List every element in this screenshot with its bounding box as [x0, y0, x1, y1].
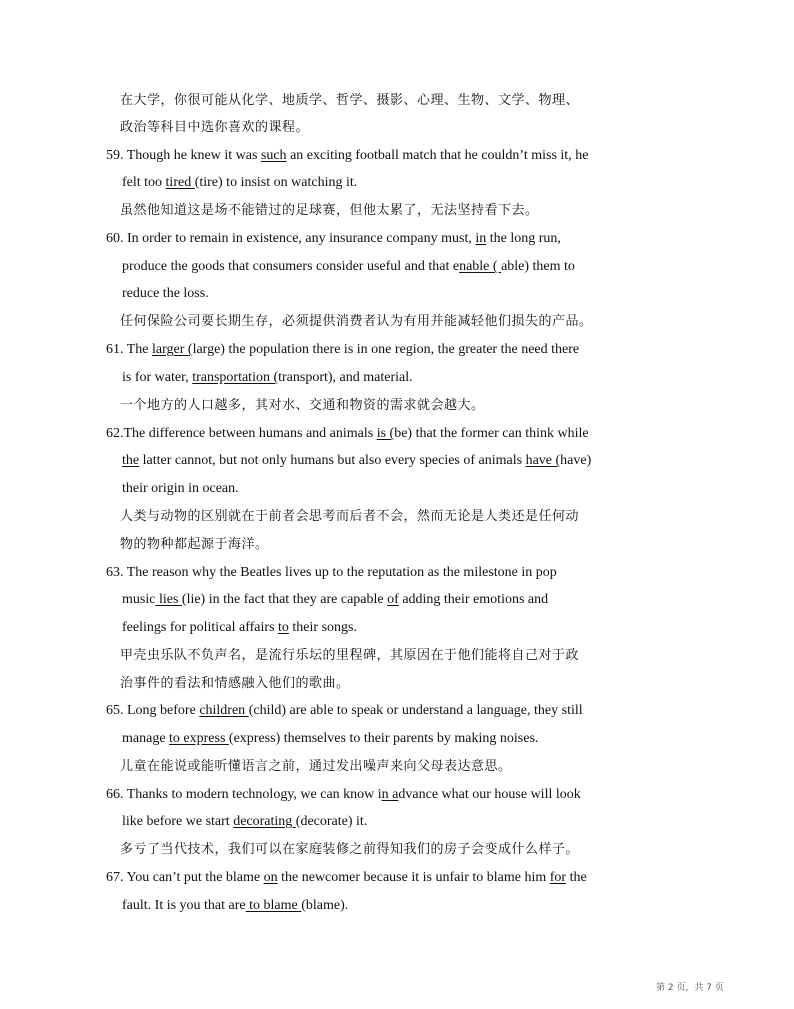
text: 67. You can’t put the blame	[106, 870, 264, 885]
text: produce the goods that consumers consider useful and that e	[122, 259, 460, 274]
q60-line-3: reduce the loss.	[122, 286, 209, 301]
text: (lie) in the fact that they are capable	[181, 592, 388, 607]
text: able) them to	[501, 259, 575, 274]
text: an exciting football match that he couldn’t miss it, he	[286, 148, 589, 163]
text: (express) themselves to their parents by making noises.	[228, 731, 539, 746]
q61-line-1	[0, 340, 794, 360]
q62-line-2	[0, 451, 794, 471]
q62-answer-is: is (	[376, 426, 395, 441]
text: like before we start	[122, 814, 234, 829]
q63-translation-line-1: 甲壳虫乐队不负声名，是流行乐坛的里程碑，其原因在于他们能将自己对于政	[120, 648, 580, 663]
text: transport), and material.	[278, 370, 413, 385]
q66-line-2	[0, 812, 794, 832]
q65-answer-to-express: to express	[169, 731, 229, 746]
q65-line-2	[0, 729, 794, 749]
page-number: 第 2 页，共 7 页	[656, 983, 724, 993]
text: the long run,	[486, 231, 561, 246]
q63-answer-of: of	[387, 592, 399, 607]
text: manage	[122, 731, 170, 746]
q63-line-3	[0, 618, 794, 638]
q63-answer-to: to	[278, 620, 289, 635]
q61-translation: 一个地方的人口越多，其对水、交通和物资的需求就会越大。	[120, 398, 485, 413]
q59-answer-tired: tired	[165, 175, 195, 190]
q67-line-1	[0, 868, 794, 888]
text: latter cannot, but not only humans but also every species of animals	[139, 453, 526, 468]
q62-answer-the: the	[122, 453, 140, 468]
text: (tire) to insist on watching it.	[194, 175, 358, 190]
text: 61. The	[106, 342, 153, 357]
text: (child) are able to speak or understand a language, they still	[248, 703, 583, 718]
text: music	[122, 592, 156, 607]
text: (decorate) it.	[295, 814, 368, 829]
text: the newcomer because it is unfair to blame him	[277, 870, 550, 885]
q60-line-2	[0, 257, 794, 277]
intro-translation-line-1: 在大学，你很可能从化学、地质学、哲学、摄影、心理、生物、文学、物理、	[120, 93, 580, 108]
q62-translation-line-2: 物的物种都起源于海洋。	[120, 537, 269, 552]
q61-answer-transportation: transportation (	[192, 370, 279, 385]
q66-answer-decorating: decorating	[233, 814, 296, 829]
q65-line-1	[0, 701, 794, 721]
text: large) the population there is in one region, the greater the need there	[192, 342, 580, 357]
text: 60. In order to remain in existence, any insurance company must,	[106, 231, 476, 246]
q66-translation: 多亏了当代技术，我们可以在家庭装修之前得知我们的房子会变成什么样子。	[120, 842, 580, 857]
text: feelings for political affairs	[122, 620, 279, 635]
q67-line-2	[0, 896, 794, 916]
q61-answer-larger: larger (	[152, 342, 193, 357]
q63-translation-line-2: 治事件的看法和情感融入他们的歌曲。	[120, 676, 350, 691]
text: adding their emotions and	[398, 592, 549, 607]
text: 62.The difference between humans and animals	[106, 426, 377, 441]
q60-translation: 任何保险公司要长期生存，必须提供消费者认为有用并能减轻他们损失的产品。	[120, 314, 593, 329]
q59-translation: 虽然他知道这是场不能错过的足球赛，但他太累了，无法坚持看下去。	[120, 203, 539, 218]
q62-line-3: their origin in ocean.	[122, 481, 239, 496]
q62-translation-line-1: 人类与动物的区别就在于前者会思考而后者不会，然而无论是人类还是任何动	[120, 509, 580, 524]
text: 66. Thanks to modern technology, we can know i	[106, 787, 382, 802]
text: 59. Though he knew it was	[106, 148, 261, 163]
text: have)	[560, 453, 592, 468]
q59-answer-such: such	[260, 148, 287, 163]
text: be) that the former can think while	[394, 426, 589, 441]
text: their songs.	[288, 620, 357, 635]
q59-line-1	[0, 146, 794, 166]
q67-answer-to-blame: to blame	[245, 898, 302, 913]
text: felt too	[122, 175, 166, 190]
q63-line-2	[0, 590, 794, 610]
q65-answer-children: children	[199, 703, 249, 718]
text: dvance what our house will look	[398, 787, 581, 802]
q67-answer-for: for	[549, 870, 567, 885]
q66-answer-in: n a	[381, 787, 399, 802]
text: fault. It is you that are	[122, 898, 246, 913]
q60-line-1	[0, 229, 794, 249]
text: the	[566, 870, 587, 885]
q60-answer-in: in	[475, 231, 487, 246]
text: (blame).	[301, 898, 349, 913]
q65-translation: 儿童在能说或能听懂语言之前，通过发出噪声来向父母表达意思。	[120, 759, 512, 774]
q66-line-1	[0, 785, 794, 805]
intro-translation-line-2: 政治等科目中选你喜欢的课程。	[120, 120, 310, 135]
q59-line-2	[0, 173, 794, 193]
q62-line-1	[0, 424, 794, 444]
q60-answer-enable: nable (	[459, 259, 502, 274]
q63-answer-lies: lies	[155, 592, 182, 607]
q67-answer-on: on	[263, 870, 278, 885]
text: is for water,	[122, 370, 193, 385]
text: 65. Long before	[106, 703, 200, 718]
q62-answer-have: have (	[525, 453, 561, 468]
q61-line-2	[0, 368, 794, 388]
q63-line-1: 63. The reason why the Beatles lives up to the reputation as the milestone in pop	[106, 565, 557, 580]
